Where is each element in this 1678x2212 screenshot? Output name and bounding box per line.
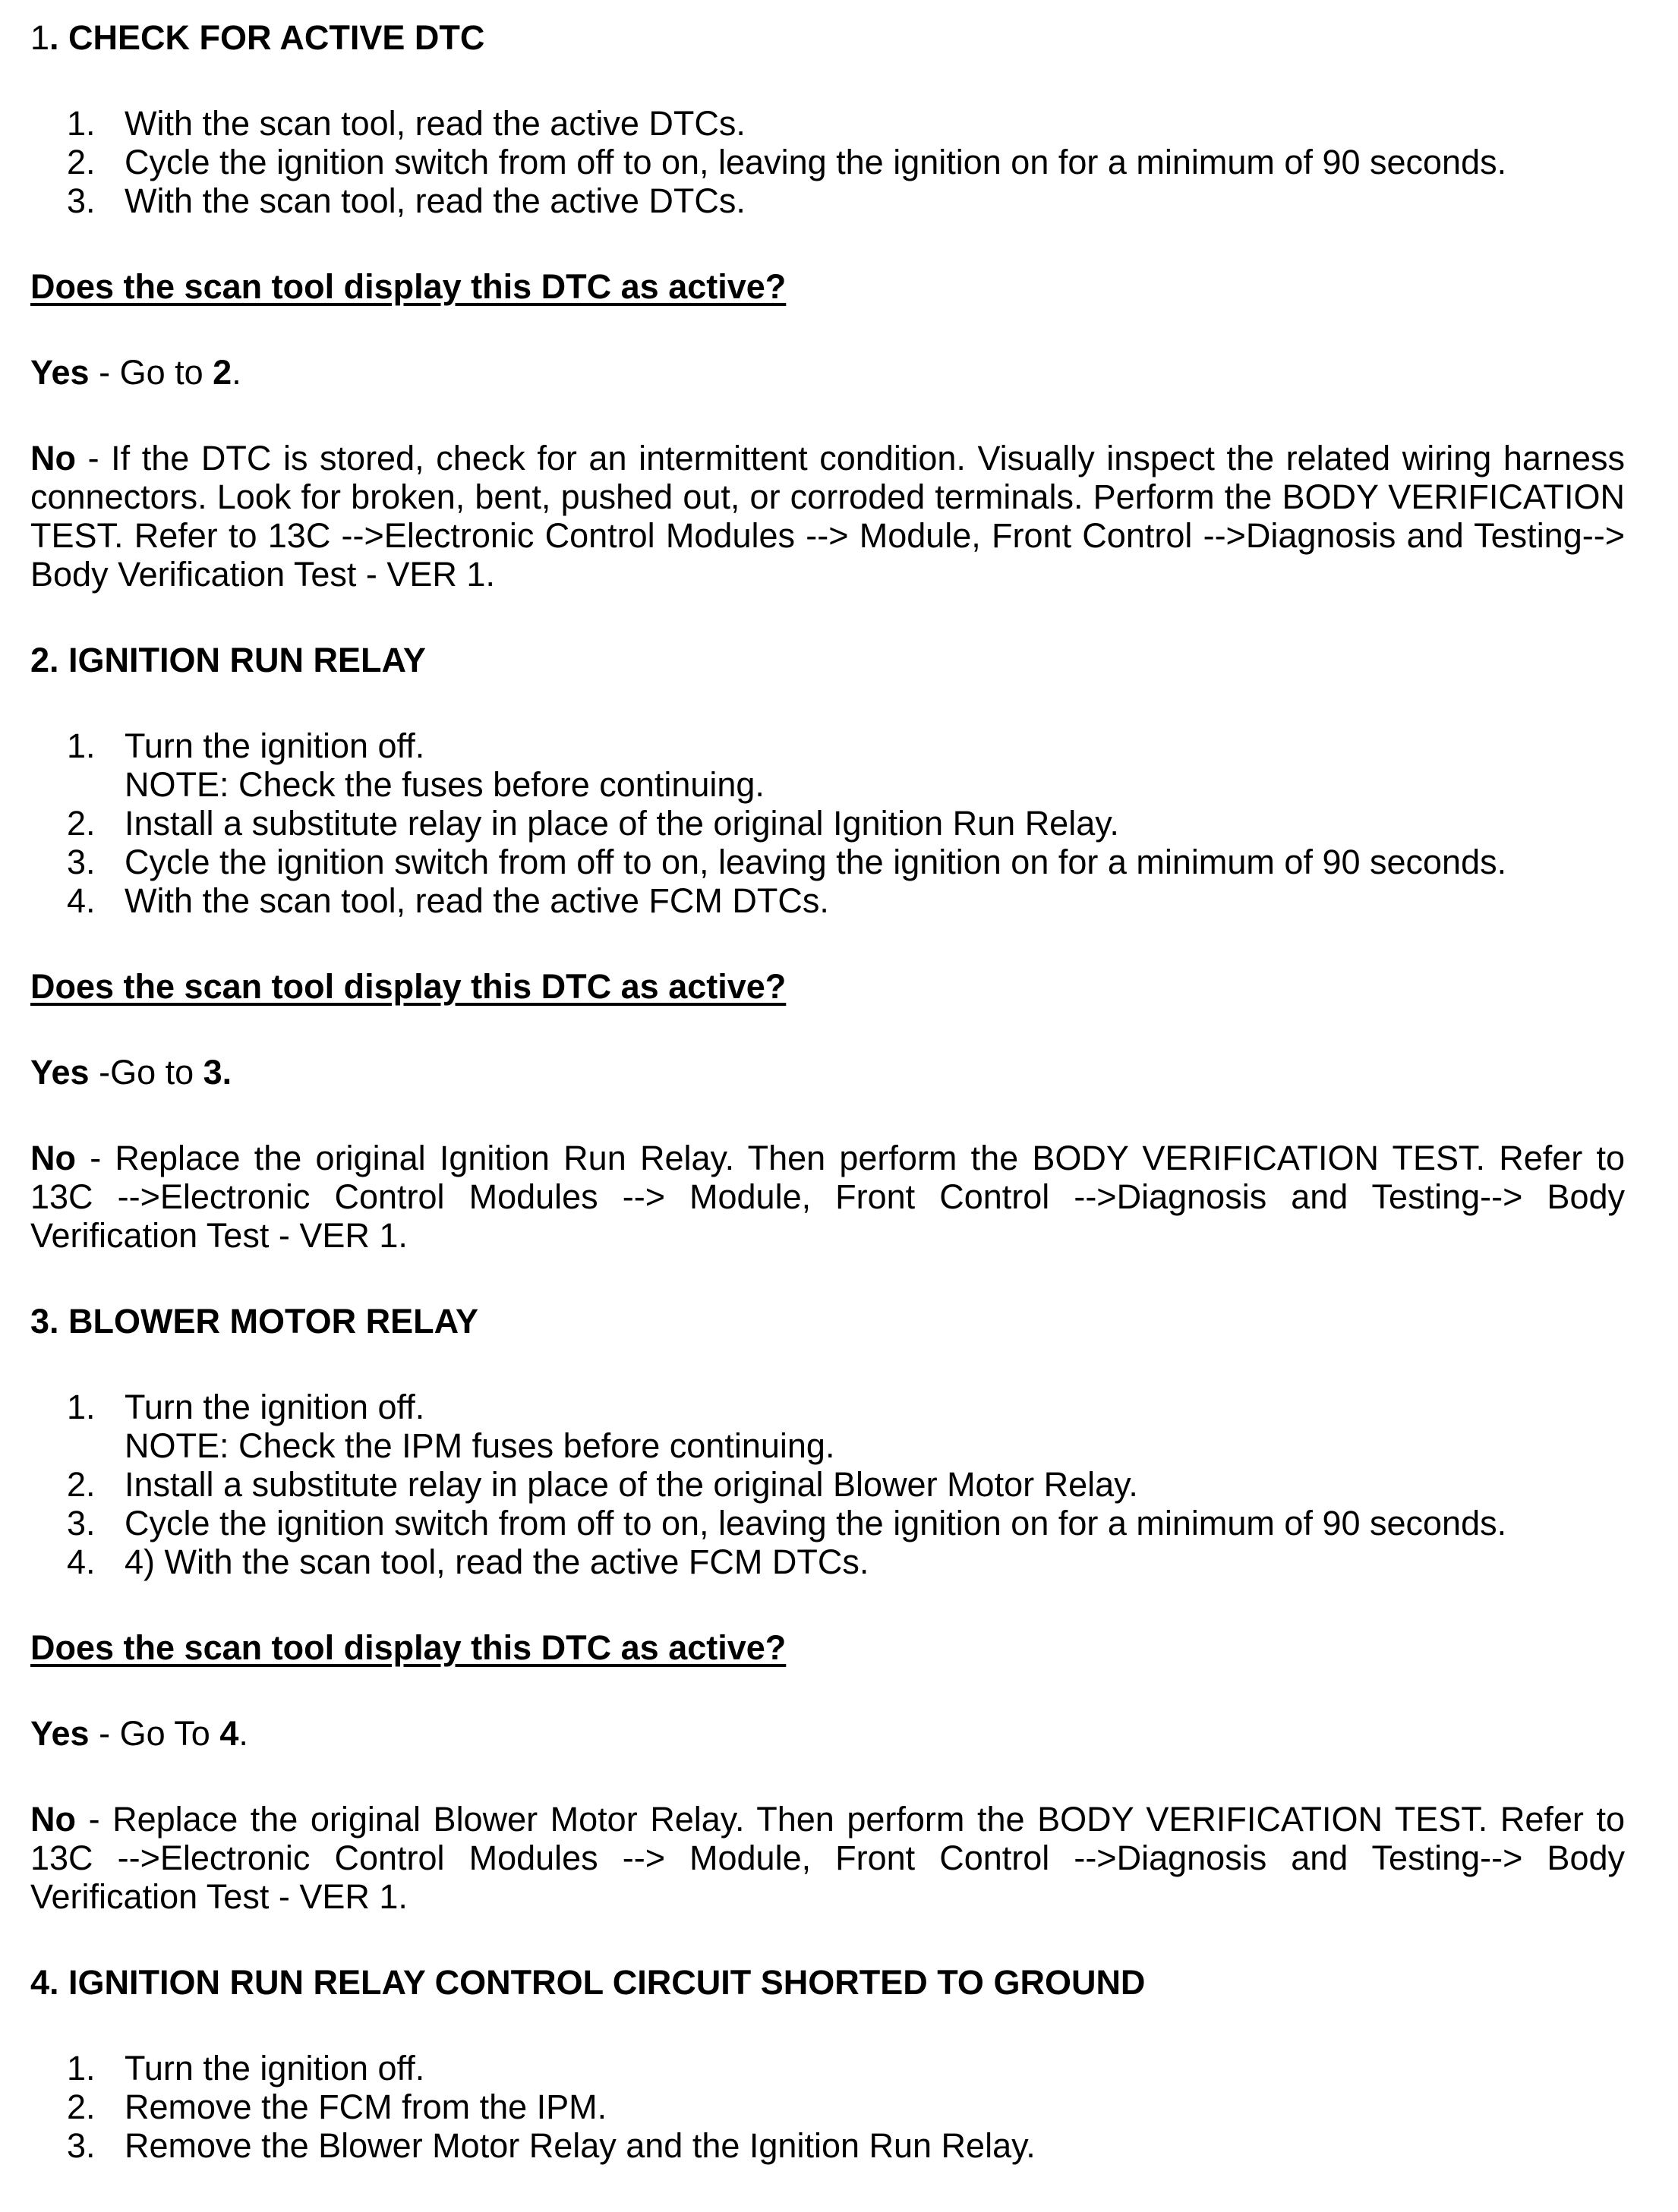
step-list	[30, 726, 1625, 920]
step-list	[30, 104, 1625, 220]
step-item: 3. Cycle the ignition switch from off to on, leaving the ignition on for a minimum of 90 seconds.	[67, 843, 1507, 881]
step-item: 3. Cycle the ignition switch from off to on, leaving the ignition on for a minimum of 90 seconds.	[67, 1504, 1507, 1542]
question: Does the scan tool display this DTC as active?	[30, 267, 787, 306]
step-item: 2. Install a substitute relay in place of the original Ignition Run Relay.	[67, 804, 1119, 843]
answer-no: No - Replace the original Blower Motor Relay. Then perform the BODY VERIFICATION TEST. Refer to 13C -->Electronic Control Modules --> Module, Front Control -->Diagnosis and Testing--> Body Verification Test - VER 1.	[30, 1800, 1625, 1916]
section-heading: 3. BLOWER MOTOR RELAY	[30, 1302, 479, 1341]
section-check-active-dtc	[30, 18, 1625, 594]
step-note: NOTE: Check the fuses before continuing.	[125, 765, 765, 804]
section-heading: 1. CHECK FOR ACTIVE DTC	[30, 18, 485, 57]
answer-no: No - If the DTC is stored, check for an intermittent condition. Visually inspect the related wiring harness connectors. Look for broken, bent, pushed out, or corroded terminals. Perform the BODY VERIFICATION TEST. Refer to 13C -->Electronic Control Modules --> Module, Front Control -->Diagnosis and Testing--> Body Verification Test - VER 1.	[30, 439, 1625, 594]
section-heading: 4. IGNITION RUN RELAY CONTROL CIRCUIT SHORTED TO GROUND	[30, 1963, 1146, 2002]
step-item: 2. Remove the FCM from the IPM.	[67, 2088, 607, 2126]
answer-yes: Yes -Go to 3.	[30, 1053, 232, 1092]
step-item: 3. Remove the Blower Motor Relay and the Ignition Run Relay.	[67, 2126, 1036, 2165]
step-item: 3. With the scan tool, read the active DTCs.	[67, 181, 746, 220]
section-ignition-run-relay	[30, 641, 1625, 1255]
step-item: 1. With the scan tool, read the active DTCs.	[67, 104, 746, 143]
step-item: 1. Turn the ignition off.	[67, 2049, 425, 2088]
question: Does the scan tool display this DTC as active?	[30, 1628, 787, 1667]
step-item: 2. Cycle the ignition switch from off to on, leaving the ignition on for a minimum of 90 seconds.	[67, 143, 1507, 181]
section-blower-motor-relay	[30, 1302, 1625, 1916]
step-item: 1. Turn the ignition off. NOTE: Check the IPM fuses before continuing.	[30, 1388, 1625, 1465]
step-note: NOTE: Check the IPM fuses before continuing.	[125, 1426, 835, 1465]
answer-yes: Yes - Go To 4.	[30, 1714, 248, 1753]
section-ignition-run-relay-control-circuit	[30, 1963, 1625, 2165]
step-list	[30, 1388, 1625, 1581]
step-item: 2. Install a substitute relay in place of the original Blower Motor Relay.	[67, 1465, 1138, 1504]
step-item: 4. 4) With the scan tool, read the active FCM DTCs.	[67, 1542, 869, 1581]
answer-no: No - Replace the original Ignition Run Relay. Then perform the BODY VERIFICATION TEST. Refer to 13C -->Electronic Control Modules --> Module, Front Control -->Diagnosis and Testing--> Body Verification Test - VER 1.	[30, 1139, 1625, 1255]
document-page	[30, 18, 1625, 2212]
answer-yes: Yes - Go to 2.	[30, 353, 241, 392]
step-list	[30, 2049, 1625, 2165]
step-item: 1. Turn the ignition off. NOTE: Check the fuses before continuing.	[30, 726, 1625, 804]
section-heading: 2. IGNITION RUN RELAY	[30, 641, 426, 679]
step-item: 4. With the scan tool, read the active FCM DTCs.	[67, 881, 829, 920]
question: Does the scan tool display this DTC as active?	[30, 967, 787, 1006]
